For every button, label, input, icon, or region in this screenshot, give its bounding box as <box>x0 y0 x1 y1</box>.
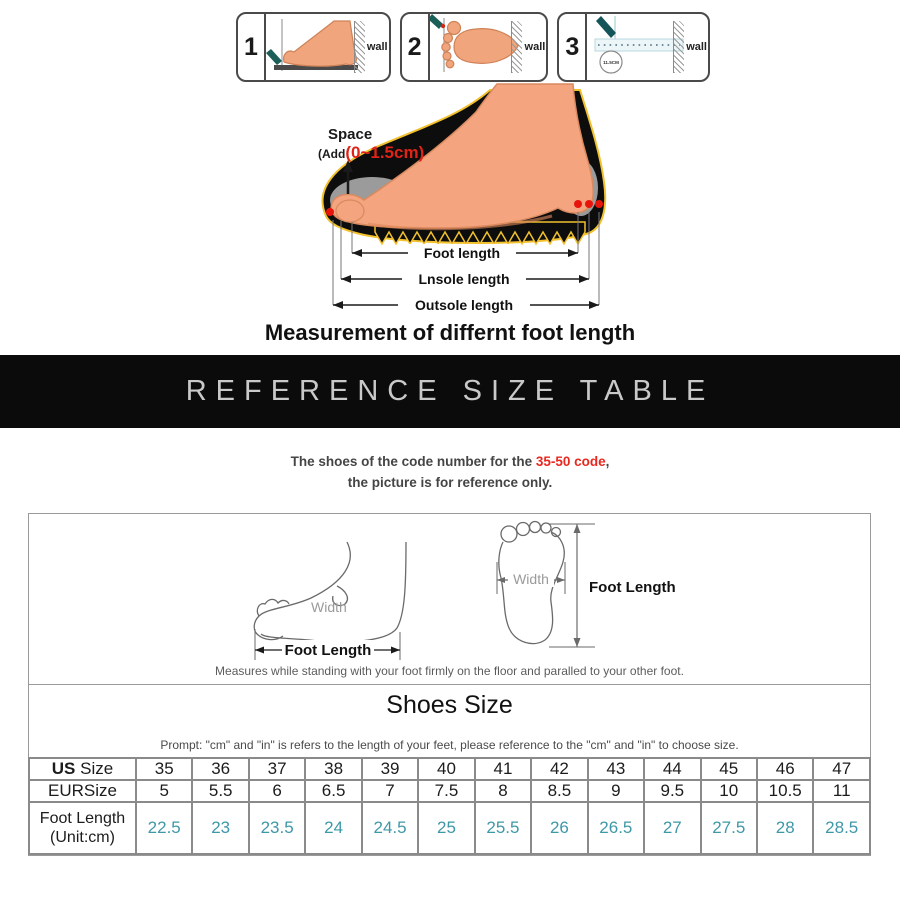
foot-length-cell: 26.5 <box>588 802 644 854</box>
us-size-cell: 42 <box>531 758 587 780</box>
measuring-diagrams-section <box>29 514 870 685</box>
top-width-label: Width <box>513 571 549 587</box>
foot-length-row-label <box>29 802 136 854</box>
eur-size-cell: 10 <box>701 780 757 802</box>
wall-label: wall <box>524 41 546 53</box>
toe-marker-dot <box>326 208 334 216</box>
foot-length-cell: 28 <box>757 802 813 854</box>
note-line1-prefix: The shoes of the code number for the <box>290 454 536 469</box>
foot-length-cell: 24.5 <box>362 802 418 854</box>
insole-length-label: Lnsole length <box>418 271 510 287</box>
foot-length-row <box>29 802 870 854</box>
us-size-row <box>29 758 870 780</box>
us-size-cell: 43 <box>588 758 644 780</box>
foot-length-cell: 28.5 <box>813 802 870 854</box>
shoes-size-section <box>29 685 870 757</box>
measuring-steps <box>236 12 710 82</box>
us-label-rest: Size <box>75 759 114 778</box>
foot-length-cell: 22.5 <box>136 802 192 854</box>
us-size-cell: 36 <box>192 758 248 780</box>
us-size-row-label <box>29 758 136 780</box>
note-line1-suffix: , <box>605 454 610 469</box>
side-width-label: Width <box>311 599 347 615</box>
wall-label: wall <box>686 41 707 53</box>
insole-length-dimension <box>341 270 589 287</box>
foot-length-label: Foot length <box>423 245 501 261</box>
eur-size-cell: 8.5 <box>531 780 587 802</box>
space-label: Space <box>328 126 373 143</box>
step2-art <box>430 14 547 80</box>
size-table <box>28 757 871 855</box>
foot-length-cell: 27.5 <box>701 802 757 854</box>
space-add-value: (0~1.5cm) <box>345 143 425 162</box>
top-foot-length-label: Foot Length <box>589 579 676 596</box>
step1-art <box>266 14 389 80</box>
wall-hatch <box>511 21 522 73</box>
eur-size-cell: 9.5 <box>644 780 700 802</box>
foot-length-cell: 25.5 <box>475 802 531 854</box>
banner-title: REFERENCE SIZE TABLE <box>185 375 715 407</box>
step-number: 1 <box>238 14 266 80</box>
space-add-prefix: (Add <box>318 147 346 161</box>
heel-marker-dot <box>595 200 603 208</box>
measuring-caption: Measures while standing with your foot firmly on the floor and paralled to your other foot. <box>215 664 684 678</box>
foot-length-cell: 26 <box>531 802 587 854</box>
foot-length-label-line1: Foot Length <box>39 810 126 827</box>
ruler-mark-label: 11.5CM <box>603 60 620 65</box>
space-add-label <box>318 143 424 163</box>
big-toe <box>336 200 364 222</box>
foot-length-cell: 25 <box>418 802 474 854</box>
heel-marker-dot <box>585 200 593 208</box>
us-label-strong: US <box>51 759 76 778</box>
size-prompt: Prompt: "cm" and "in" is refers to the length of your feet, please reference to the "cm" and "in" to choose size. <box>160 738 739 752</box>
eur-size-cell: 5 <box>136 780 192 802</box>
us-size-cell: 47 <box>813 758 870 780</box>
wall-hatch <box>673 21 684 73</box>
eur-size-cell: 7 <box>362 780 418 802</box>
us-size-cell: 45 <box>701 758 757 780</box>
us-size-cell: 38 <box>305 758 361 780</box>
foot-top-sketch <box>489 520 689 660</box>
foot-side-sketch <box>249 524 419 669</box>
outsole-length-label: Outsole length <box>415 297 513 313</box>
reference-box <box>28 513 871 856</box>
eur-size-cell: 5.5 <box>192 780 248 802</box>
eur-size-cell: 11 <box>813 780 870 802</box>
eur-size-row-label: EURSize <box>29 780 136 802</box>
us-size-cell: 39 <box>362 758 418 780</box>
side-foot-length-label: Foot Length <box>284 642 372 659</box>
code-range-note <box>0 451 900 493</box>
top-width-dimension <box>497 562 565 594</box>
side-foot-length-dimension <box>255 629 400 660</box>
foot-length-label-line2: (Unit:cm) <box>50 829 115 846</box>
eur-size-cell: 7.5 <box>418 780 474 802</box>
step3-art <box>587 14 708 80</box>
note-line-2: the picture is for reference only. <box>347 475 553 490</box>
top-foot-length-dimension <box>549 524 676 647</box>
us-size-cell: 44 <box>644 758 700 780</box>
foot-measurement-illustration <box>290 82 630 318</box>
us-size-cell: 46 <box>757 758 813 780</box>
outsole-length-dimension <box>333 296 599 313</box>
foot-length-cell: 27 <box>644 802 700 854</box>
step-panel-2 <box>400 12 549 82</box>
step-panel-1 <box>236 12 391 82</box>
shoes-size-title: Shoes Size <box>386 691 513 719</box>
eur-size-cell: 10.5 <box>757 780 813 802</box>
foot-length-cell: 23 <box>192 802 248 854</box>
us-size-cell: 37 <box>249 758 305 780</box>
us-size-cell: 40 <box>418 758 474 780</box>
step-number: 3 <box>559 14 587 80</box>
us-size-cell: 35 <box>136 758 192 780</box>
note-line1-highlight: 35-50 code <box>535 454 606 469</box>
foot-length-cell: 24 <box>305 802 361 854</box>
eur-size-cell: 9 <box>588 780 644 802</box>
step-number: 2 <box>402 14 430 80</box>
foot-length-cell: 23.5 <box>249 802 305 854</box>
reference-size-table-banner <box>0 355 900 428</box>
illustration-heading: Measurement of differnt foot length <box>264 320 636 345</box>
heel-marker-dot <box>574 200 582 208</box>
wall-hatch <box>354 21 365 73</box>
eur-size-cell: 6 <box>249 780 305 802</box>
eur-size-cell: 6.5 <box>305 780 361 802</box>
wall-label: wall <box>366 41 388 53</box>
foot-length-dimension <box>352 244 578 261</box>
step-panel-3 <box>557 12 710 82</box>
eur-size-row <box>29 780 870 802</box>
note-line-1 <box>0 451 900 472</box>
eur-size-cell: 8 <box>475 780 531 802</box>
us-size-cell: 41 <box>475 758 531 780</box>
